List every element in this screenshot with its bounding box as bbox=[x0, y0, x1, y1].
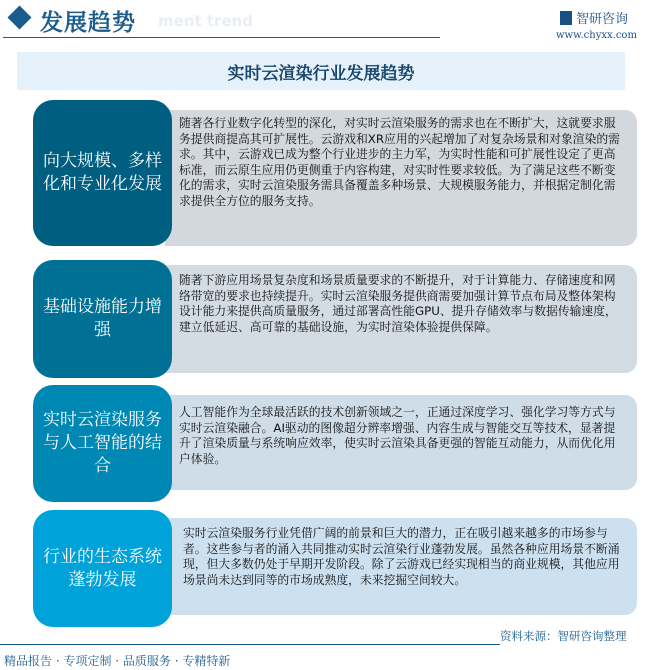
trend-heading-2: 基础设施能力增强 bbox=[33, 260, 172, 378]
header-ghost-subtitle: ment trend bbox=[158, 12, 254, 30]
brand-logo bbox=[560, 8, 628, 27]
header-title: 发展趋势 bbox=[40, 10, 136, 36]
trend-text-2: 随著下游应用场景复杂度和场景质量要求的不断提升，对于计算能力、存储速度和网络带宽的要求也持续提升。实时云渲染服务提供商需要加强计算节点布局及整体架构设计能力来提供高质量服务，通过部署高性能GPU、提升存储效率与数据传输速度，建立低延迟、高可靠的基础设施，为实时渲染体验提供保障。 bbox=[165, 265, 637, 373]
trend-heading-4: 行业的生态系统蓬勃发展 bbox=[33, 510, 172, 627]
page-title: 实时云渲染行业发展趋势 bbox=[17, 52, 625, 90]
diamond-icon bbox=[7, 5, 31, 29]
trend-text-1: 随著各行业数字化转型的深化，对实时云渲染服务的需求也在不断扩大，这就要求服务提供商提高其可扩展性。云游戏和XR应用的兴起增加了对复杂场景和对象渲染的需求。其中，云游戏已成为整个行业进步的主力军，为实时性能和可扩展性设定了更高标准，而云原生应用仍更侧重于内容构建，对实时性要求较低。为了满足这些不断变化的需求，实时云渲染服务需具备覆盖多种场景、大规模服务能力，并根据定制化需求提供全方位的服务支持。 bbox=[165, 110, 637, 246]
brand-url: www.chyxx.com bbox=[556, 30, 637, 41]
trend-text-3: 人工智能作为全球最活跃的技术创新领域之一，正通过深度学习、强化学习等方式与实时云渲染融合。AI驱动的图像超分辨率增强、内容生成与智能交互等技术，显著提升了渲染质量与系统响应效率，使实时云渲染具备更强的智能互动能力，从而优化用户体验。 bbox=[165, 395, 637, 490]
footer-slogan: 精品报告 · 专项定制 · 品质服务 · 专精特新 bbox=[4, 654, 231, 668]
footer-divider bbox=[0, 644, 500, 645]
source-note: 资料来源：智研咨询整理 bbox=[500, 629, 627, 643]
trend-text-4: 实时云渲染服务行业凭借广阔的前景和巨大的潜力，正在吸引越来越多的市场参与者。这些参与者的涌入共同推动实时云渲染行业蓬勃发展。虽然各种应用场景不断涌现，但大多数仍处于早期开发阶段。除了云游戏已经实现相当的商业规模，其他应用场景尚未达到同等的市场成熟度，未来挖掘空间较大。 bbox=[165, 518, 637, 615]
brand-logo-icon bbox=[560, 11, 572, 25]
header-divider bbox=[3, 37, 440, 38]
trend-heading-3: 实时云渲染服务与人工智能的结合 bbox=[33, 385, 172, 502]
trend-heading-1: 向大规模、多样化和专业化发展 bbox=[33, 100, 172, 246]
brand-name: 智研咨询 bbox=[576, 12, 629, 27]
